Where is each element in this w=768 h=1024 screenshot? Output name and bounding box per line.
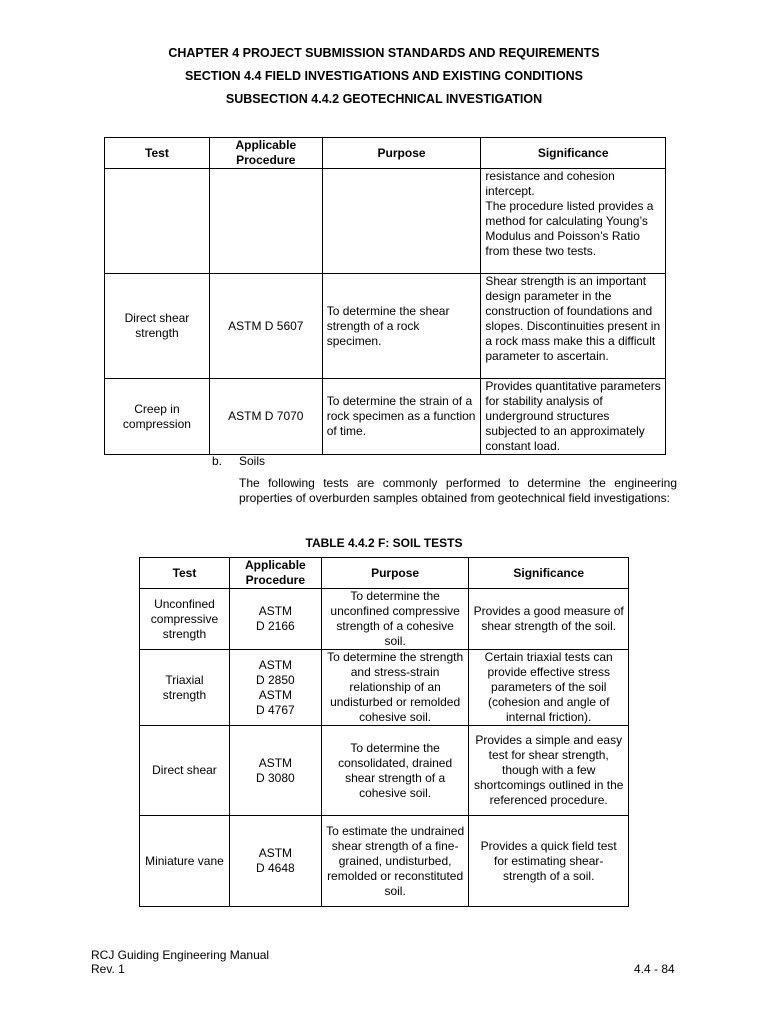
test-cell: Triaxial strength (140, 650, 230, 726)
significance-cell: Provides a good measure of shear strength of the soil. (469, 589, 629, 650)
list-marker: b. (212, 454, 223, 468)
table-row (140, 816, 629, 907)
procedure-cell: ASTM D 5607 (209, 274, 322, 379)
purpose-cell: To determine the unconfined compressive strength of a cohesive soil. (321, 589, 469, 650)
test-cell: Unconfined compressive strength (140, 589, 230, 650)
col-header-test: Test (140, 558, 230, 589)
significance-cell: Provides a simple and easy test for shear strength, though with a few shortcomings outlined in the referenced procedure. (469, 726, 629, 816)
soils-heading: Soils (239, 454, 266, 468)
subsection-heading: SUBSECTION 4.4.2 GEOTECHNICAL INVESTIGATION (225, 92, 543, 106)
test-cell (105, 169, 210, 274)
chapter-heading: CHAPTER 4 PROJECT SUBMISSION STANDARDS AND REQUIREMENTS (168, 46, 600, 60)
table-row (105, 379, 666, 455)
purpose-cell: To determine the strength and stress-strain relationship of an undisturbed or remolded cohesive soil. (321, 650, 469, 726)
procedure-cell (209, 169, 322, 274)
section-heading: SECTION 4.4 FIELD INVESTIGATIONS AND EXISTING CONDITIONS (185, 69, 583, 83)
footer-page-number: 4.4 - 84 (634, 962, 675, 976)
significance-cell: resistance and cohesion intercept. The procedure listed provides a method for calculating Young’s Modulus and Poisson’s Ratio from these two tests. (481, 169, 666, 274)
significance-cell: Shear strength is an important design parameter in the construction of foundations and slopes. Discontinuities present in a rock mass make this a difficult parameter to ascertain. (481, 274, 666, 379)
test-cell: Direct shear (140, 726, 230, 816)
purpose-cell: To determine the strain of a rock specimen as a function of time. (322, 379, 481, 455)
procedure-cell: ASTM D 3080 (229, 726, 321, 816)
procedure-cell: ASTM D 4648 (229, 816, 321, 907)
purpose-cell: To estimate the undrained shear strength of a fine-grained, undisturbed, remolded or reconstituted soil. (321, 816, 469, 907)
col-header-significance: Significance (481, 138, 666, 169)
purpose-cell: To determine the shear strength of a rock specimen. (322, 274, 481, 379)
significance-cell: Provides a quick field test for estimating shear-strength of a soil. (469, 816, 629, 907)
test-cell: Direct shear strength (105, 274, 210, 379)
footer-manual-name: RCJ Guiding Engineering Manual (91, 948, 270, 962)
col-header-purpose: Purpose (322, 138, 481, 169)
procedure-cell: ASTM D 7070 (209, 379, 322, 455)
col-header-purpose: Purpose (321, 558, 469, 589)
test-cell: Creep in compression (105, 379, 210, 455)
col-header-test: Test (105, 138, 210, 169)
col-header-procedure: Applicable Procedure (229, 558, 321, 589)
col-header-significance: Significance (469, 558, 629, 589)
table-row (140, 650, 629, 726)
table-row (140, 589, 629, 650)
significance-cell: Provides quantitative parameters for stability analysis of underground structures subjected to an approximately constant load. (481, 379, 666, 455)
soils-paragraph: The following tests are commonly performed to determine the engineering properties of overburden samples obtained from geotechnical field investigations: (239, 476, 677, 505)
purpose-cell (322, 169, 481, 274)
table-row (105, 274, 666, 379)
col-header-procedure: Applicable Procedure (209, 138, 322, 169)
footer-revision: Rev. 1 (91, 962, 125, 976)
significance-cell: Certain triaxial tests can provide effective stress parameters of the soil (cohesion and angle of internal friction). (469, 650, 629, 726)
soil-tests-table (139, 557, 629, 907)
rock-tests-table (104, 137, 666, 455)
procedure-cell: ASTM D 2850 ASTM D 4767 (229, 650, 321, 726)
table-row (105, 169, 666, 274)
purpose-cell: To determine the consolidated, drained shear strength of a cohesive soil. (321, 726, 469, 816)
procedure-cell: ASTM D 2166 (229, 589, 321, 650)
soil-table-caption: TABLE 4.4.2 F: SOIL TESTS (305, 536, 463, 550)
table-row (140, 726, 629, 816)
test-cell: Miniature vane (140, 816, 230, 907)
